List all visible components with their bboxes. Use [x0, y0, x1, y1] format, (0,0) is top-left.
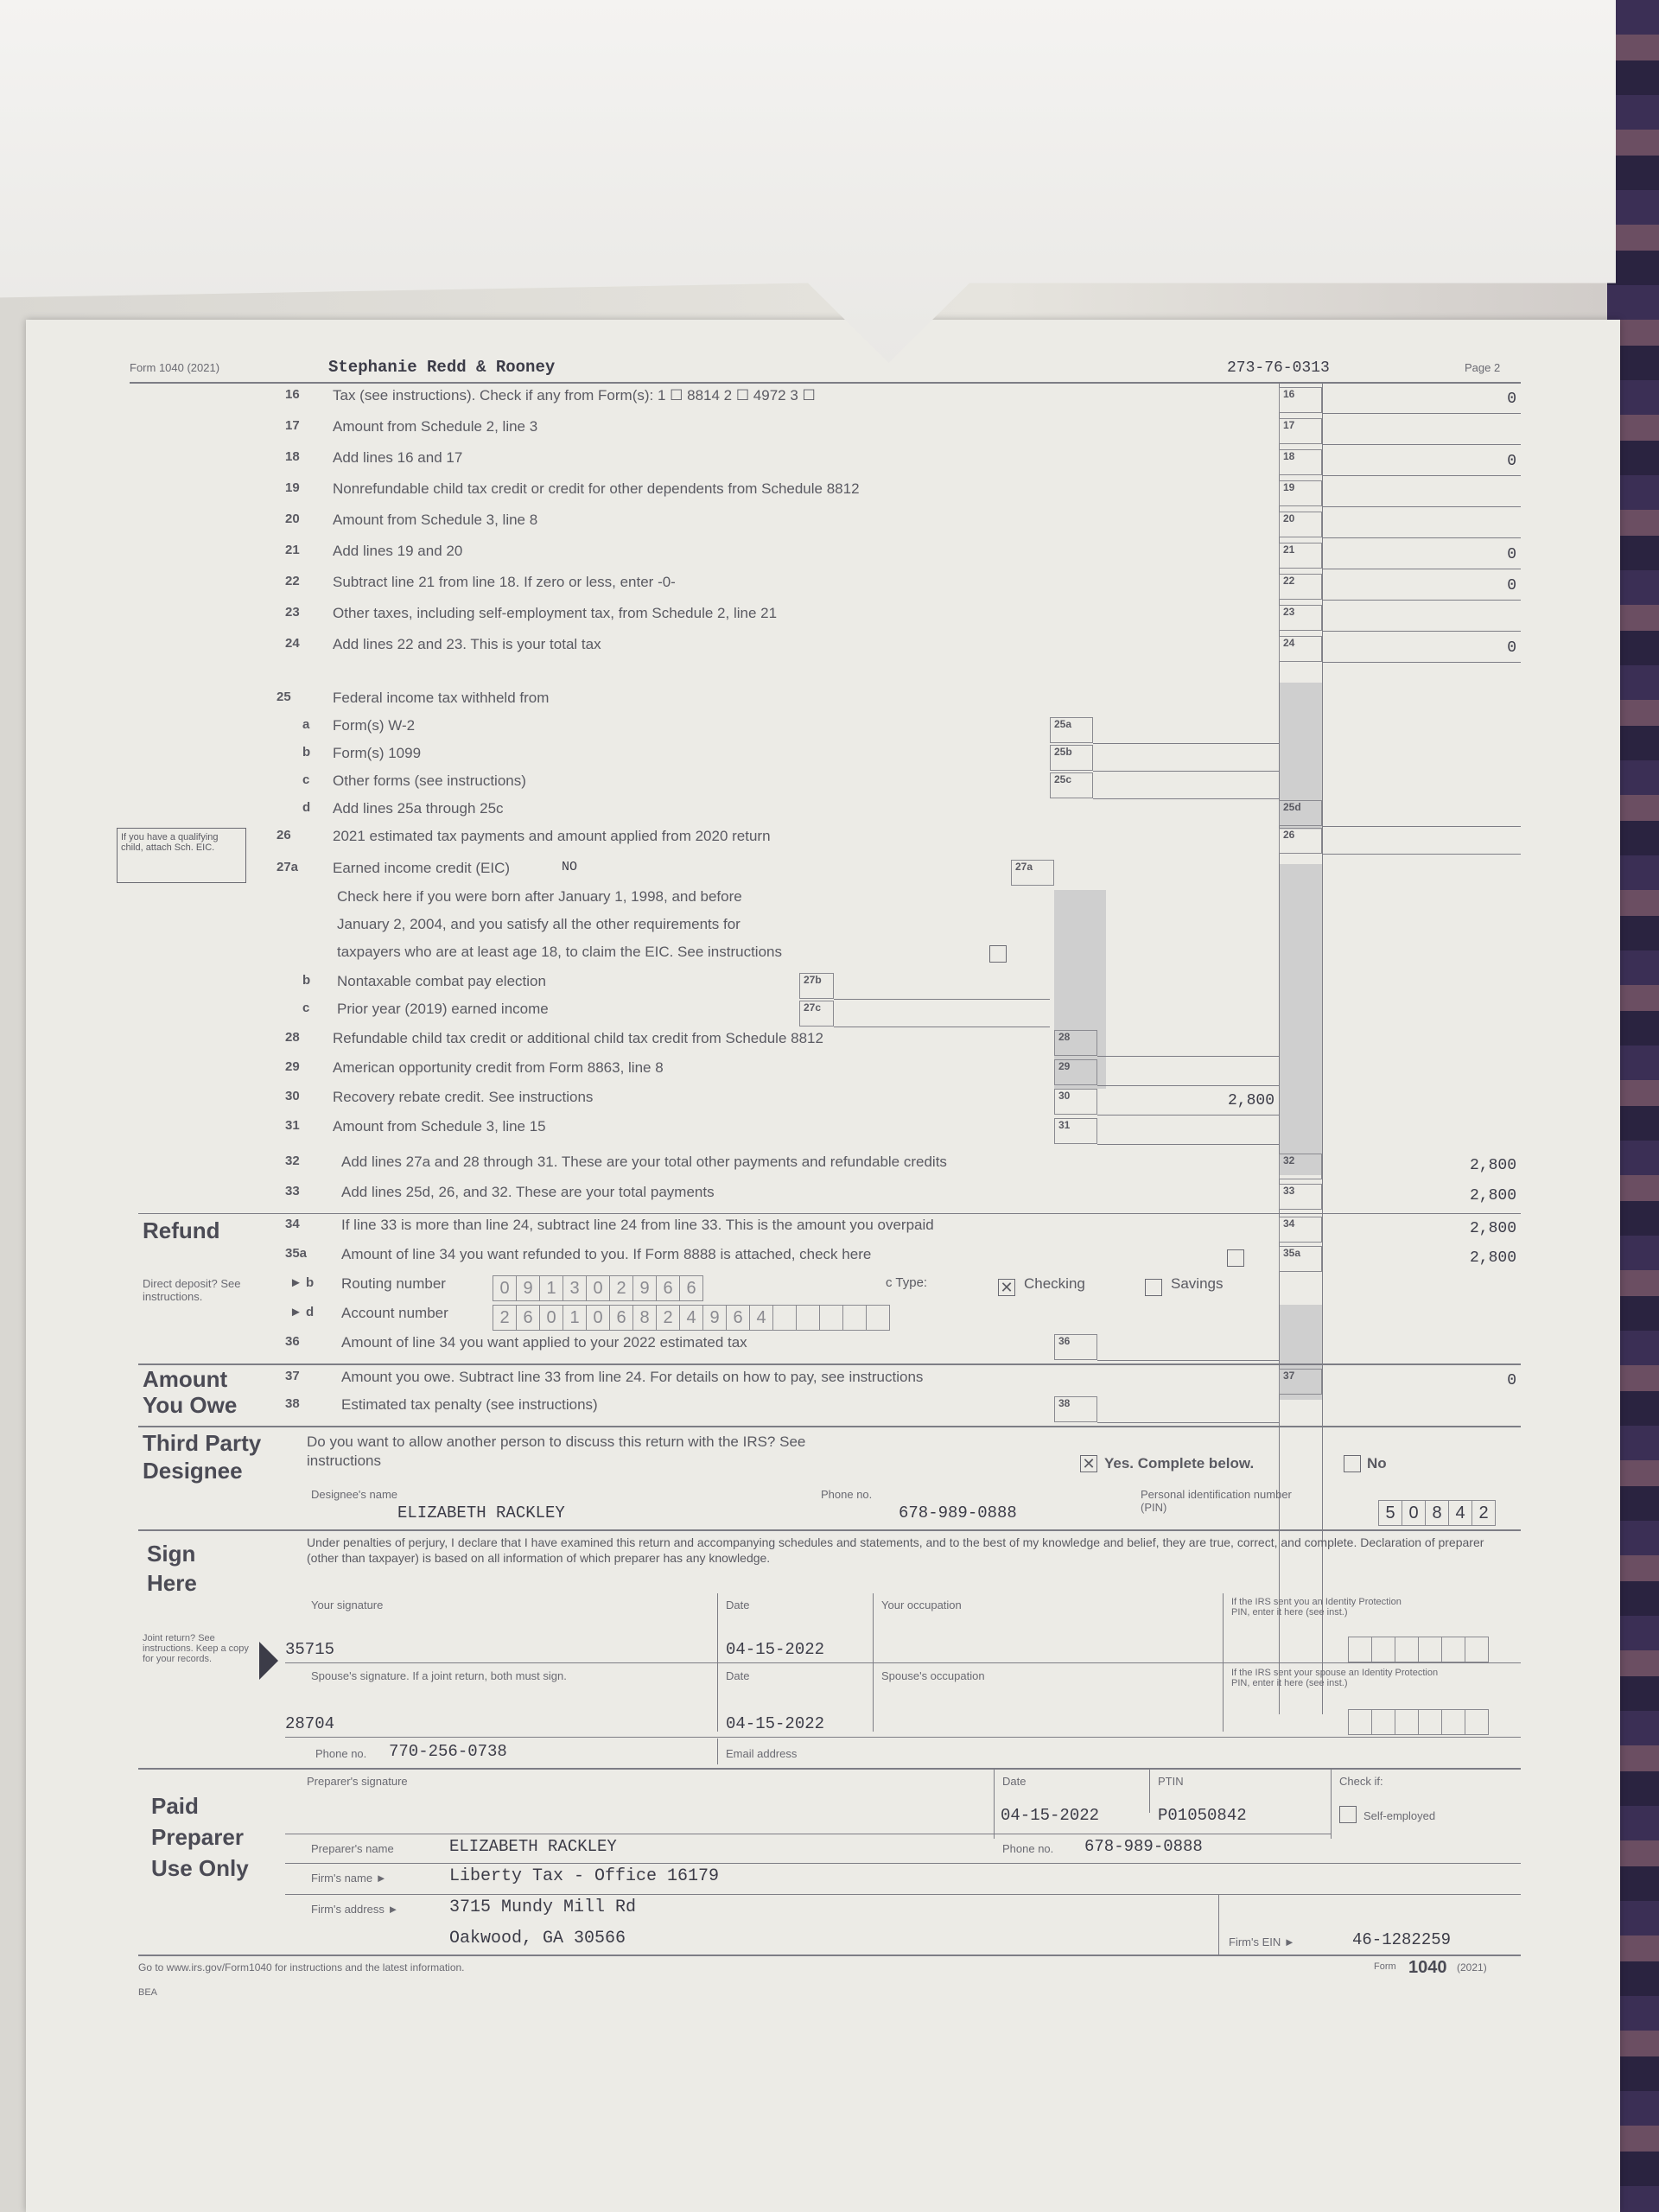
- line-text: Federal income tax withheld from: [333, 690, 550, 706]
- sign-rule: [138, 1529, 1521, 1531]
- checking-checkbox[interactable]: ✕: [998, 1279, 1015, 1296]
- amount-line: [834, 999, 1050, 1000]
- third-party-question: Do you want to allow another person to discuss this return with the IRS? See instructions: [307, 1433, 806, 1469]
- preparer-phone[interactable]: 678-989-0888: [1084, 1837, 1203, 1856]
- amount-line: [1322, 826, 1521, 827]
- digit-cell: [1441, 1637, 1465, 1662]
- spouse-signature-label: Spouse's signature. If a joint return, both must sign.: [311, 1669, 567, 1682]
- line-number: 23: [285, 605, 300, 620]
- box-label: 19: [1279, 480, 1322, 506]
- box-label: 29: [1054, 1059, 1097, 1085]
- routing-row: ► b Routing number 0 9 1 3 0 2 9 6 6 c Type: ✕ Checking Savings: [130, 1275, 1521, 1303]
- preparer-title-2: Preparer: [151, 1824, 244, 1850]
- line-text: 2021 estimated tax payments and amount applied from 2020 return: [333, 828, 771, 844]
- preparer-date-label: Date: [1002, 1775, 1027, 1788]
- email-label: Email address: [726, 1747, 798, 1760]
- digit-cell: 6: [609, 1305, 633, 1331]
- amount[interactable]: 0: [1507, 639, 1516, 657]
- check-text: taxpayers who are at least age 18, to claim the EIC. See instructions: [337, 944, 782, 960]
- digit-cell: 4: [679, 1305, 703, 1331]
- line-number: 33: [285, 1184, 300, 1198]
- amount[interactable]: 0: [1507, 453, 1516, 470]
- digit-cell: [1395, 1637, 1419, 1662]
- box-label: 18: [1279, 449, 1322, 475]
- digit-cell: [1465, 1709, 1489, 1735]
- your-signature-label: Your signature: [311, 1599, 384, 1611]
- sign-bottom-rule: [285, 1737, 1521, 1738]
- line-19: [130, 480, 1521, 508]
- amount[interactable]: 2,800: [1469, 1249, 1516, 1267]
- amount-line: [1322, 506, 1521, 507]
- line-letter: a: [302, 717, 310, 732]
- line-number: 21: [285, 543, 300, 557]
- eic-age-checkbox[interactable]: [989, 945, 1007, 963]
- digit-cell: [866, 1305, 890, 1331]
- joint-return-note: Joint return? See instructions. Keep a copy for your records.: [143, 1633, 249, 1664]
- designee-no-label: No: [1367, 1455, 1387, 1471]
- line-letter: b: [302, 745, 311, 760]
- digit-cell: 0: [539, 1305, 563, 1331]
- digit-cell: [1465, 1637, 1489, 1662]
- firm-address-1[interactable]: 3715 Mundy Mill Rd: [449, 1897, 637, 1917]
- digit-cell: 8: [632, 1305, 657, 1331]
- amount-line: [1097, 1115, 1279, 1116]
- preparer-rule: [138, 1768, 1521, 1770]
- phone-label: Phone no.: [315, 1747, 367, 1760]
- footer-bea: BEA: [138, 1987, 158, 1998]
- third-party-rule: [138, 1426, 1521, 1427]
- footer-note: Go to www.irs.gov/Form1040 for instructions and the latest information.: [138, 1961, 465, 1974]
- digit-cell: 2: [493, 1305, 517, 1331]
- eic-value[interactable]: NO: [562, 860, 578, 874]
- digit-cell: 3: [563, 1275, 587, 1301]
- line-text: Form(s) W-2: [333, 717, 416, 734]
- amount-line: [1322, 600, 1521, 601]
- digit-cell: [1348, 1637, 1372, 1662]
- taxpayer-ssn: 273-76-0313: [1227, 359, 1330, 377]
- box-label: 35a: [1279, 1246, 1322, 1272]
- line-20: [130, 512, 1521, 539]
- preparer-title-1: Paid: [151, 1793, 199, 1819]
- line-number: 26: [276, 828, 291, 842]
- box-label: 28: [1054, 1030, 1097, 1056]
- line-number: 22: [285, 574, 300, 588]
- line-number: 28: [285, 1030, 300, 1045]
- amount-line: [1322, 662, 1521, 663]
- preparer-phone-label: Phone no.: [1002, 1842, 1054, 1855]
- line-number: 19: [285, 480, 300, 495]
- check-text: January 2, 2004, and you satisfy all the other requirements for: [337, 916, 741, 932]
- line-31: [130, 1118, 1521, 1146]
- line-number: 34: [285, 1217, 300, 1231]
- amount-line: [1093, 743, 1279, 744]
- routing-number-field[interactable]: [493, 1275, 702, 1301]
- digit-cell: [1371, 1709, 1395, 1735]
- designee-name-label: Designee's name: [311, 1488, 398, 1501]
- line-number: 24: [285, 636, 300, 651]
- digit-cell: [1371, 1637, 1395, 1662]
- designee-yes-checkbox[interactable]: ✕: [1080, 1455, 1097, 1472]
- preparer-signature-label: Preparer's signature: [307, 1775, 408, 1788]
- prep-rule-2: [285, 1863, 1521, 1864]
- line-25d: [130, 800, 1521, 828]
- self-employed-label: Self-employed: [1363, 1809, 1436, 1822]
- line-25b: [130, 745, 1521, 772]
- line-text: Subtract line 21 from line 18. If zero or less, enter -0-: [333, 574, 676, 590]
- line-text: Prior year (2019) earned income: [337, 1001, 549, 1017]
- ip-pin-label: If the IRS sent you an Identity Protection PIN, enter it here (see inst.): [1231, 1597, 1402, 1618]
- box-label: 26: [1279, 828, 1322, 854]
- designee-name[interactable]: ELIZABETH RACKLEY: [397, 1503, 565, 1522]
- line-30: [130, 1089, 1521, 1116]
- line-23: [130, 605, 1521, 632]
- line-27-check-2: [130, 916, 1521, 944]
- amount-line: [1097, 1360, 1279, 1361]
- firm-name-label: Firm's name ►: [311, 1872, 387, 1885]
- line-26: [130, 828, 1521, 855]
- account-type-label: c Type:: [886, 1275, 928, 1290]
- line-text: Nontaxable combat pay election: [337, 973, 546, 989]
- taxpayer-name: Stephanie Redd & Rooney: [328, 358, 556, 377]
- sign-mid-rule: [285, 1662, 1521, 1663]
- owe-title-2: You Owe: [143, 1392, 238, 1418]
- line-letter: d: [302, 800, 311, 815]
- digit-cell: 2: [656, 1305, 680, 1331]
- box-label: 22: [1279, 574, 1322, 600]
- line-35a: [130, 1246, 1521, 1274]
- line-17: [130, 418, 1521, 446]
- firm-ein-label: Firm's EIN ►: [1229, 1936, 1295, 1948]
- line-18: [130, 449, 1521, 477]
- check-text: Check here if you were born after January 1, 1998, and before: [337, 888, 742, 905]
- line-text: Add lines 16 and 17: [333, 449, 463, 466]
- form-label: Form 1040 (2021): [130, 361, 220, 374]
- form-8888-checkbox[interactable]: [1227, 1249, 1244, 1267]
- digit-cell: 9: [516, 1275, 540, 1301]
- line-25a: [130, 717, 1521, 745]
- eic-side-note: If you have a qualifying child, attach Sch. EIC.: [117, 828, 246, 883]
- amount[interactable]: 0: [1507, 1372, 1516, 1389]
- digit-cell: 1: [563, 1305, 587, 1331]
- box-label: 36: [1054, 1334, 1097, 1360]
- amount[interactable]: 2,800: [1227, 1092, 1274, 1109]
- digit-cell: 0: [1402, 1500, 1426, 1526]
- line-27-check-1: [130, 888, 1521, 916]
- taxpayer-phone[interactable]: 770-256-0738: [389, 1742, 507, 1761]
- date-label: Date: [726, 1599, 750, 1611]
- digit-cell: [772, 1305, 797, 1331]
- line-number: 31: [285, 1118, 300, 1133]
- digit-cell: 6: [516, 1305, 540, 1331]
- amount[interactable]: 2,800: [1469, 1157, 1516, 1174]
- line-text: Nonrefundable child tax credit or credit for other dependents from Schedule 8812: [333, 480, 860, 497]
- line-37: [130, 1369, 1521, 1396]
- routing-label: Routing number: [341, 1275, 446, 1292]
- prep-divider-3: [1331, 1770, 1332, 1839]
- designee-pin-field[interactable]: [1378, 1500, 1495, 1526]
- line-32: [130, 1154, 1521, 1181]
- digit-cell: 4: [1448, 1500, 1472, 1526]
- footer-year: (2021): [1457, 1961, 1487, 1974]
- footer-form-word: Form: [1374, 1961, 1396, 1972]
- owe-title-1: Amount: [143, 1366, 228, 1392]
- digit-cell: [1348, 1709, 1372, 1735]
- line-28: [130, 1030, 1521, 1058]
- line-text: Other forms (see instructions): [333, 772, 526, 789]
- line-number: 35a: [285, 1246, 308, 1261]
- sign-title-1: Sign: [147, 1541, 196, 1567]
- line-27c: c Prior year (2019) earned income 27c: [130, 1001, 1521, 1028]
- digit-cell: 8: [1425, 1500, 1449, 1526]
- phone-divider: [717, 1738, 718, 1764]
- digit-cell: 6: [726, 1305, 750, 1331]
- amount[interactable]: 0: [1507, 391, 1516, 408]
- line-text: Add lines 25a through 25c: [333, 800, 504, 817]
- account-row: ► d Account number 2 6 0 1 0 6 8 2 4 9 6 4: [130, 1305, 1521, 1332]
- amount-line: [1097, 1144, 1279, 1145]
- line-33: [130, 1184, 1521, 1211]
- line-number: 16: [285, 387, 300, 402]
- line-number: 38: [285, 1396, 300, 1411]
- amount-line: [1322, 413, 1521, 414]
- line-text: Tax (see instructions). Check if any from Form(s): 1 ☐ 8814 2 ☐ 4972 3 ☐: [333, 387, 816, 404]
- line-text: Amount from Schedule 3, line 15: [333, 1118, 546, 1135]
- line-text: If line 33 is more than line 24, subtract line 24 from line 33. This is the amount you overpaid: [341, 1217, 934, 1233]
- line-text: Earned income credit (EIC): [333, 860, 511, 876]
- digit-cell: [796, 1305, 820, 1331]
- line-text: American opportunity credit from Form 8863, line 8: [333, 1059, 664, 1076]
- refund-title: Refund: [143, 1217, 220, 1243]
- digit-cell: 0: [586, 1275, 610, 1301]
- prep-rule-3: [285, 1894, 1521, 1895]
- digit-cell: 9: [632, 1275, 657, 1301]
- line-21: [130, 543, 1521, 570]
- prep-divider-1: [994, 1770, 995, 1839]
- line-22: [130, 574, 1521, 601]
- preparer-name[interactable]: ELIZABETH RACKLEY: [449, 1837, 617, 1856]
- perjury-declaration: Under penalties of perjury, I declare that I have examined this return and accompanying schedules and statements, and to the best of my knowledge and belief, they are true, correct, and complete. Declaration of preparer (other than taxpayer) is based on all information of which preparer has any knowledge.: [307, 1535, 1484, 1565]
- line-27b: b Nontaxable combat pay election 27b: [130, 973, 1521, 1001]
- line-number: 27a: [276, 860, 299, 874]
- digit-cell: [1418, 1709, 1442, 1735]
- ip-pin-field[interactable]: [1348, 1637, 1488, 1662]
- box-label: 27a: [1011, 860, 1054, 886]
- firm-address-label: Firm's address ►: [311, 1903, 399, 1916]
- line-text: Other taxes, including self-employment tax, from Schedule 2, line 21: [333, 605, 778, 621]
- account-label: Account number: [341, 1305, 448, 1321]
- designee-phone-label: Phone no.: [821, 1488, 873, 1501]
- amount-line: [1093, 771, 1279, 772]
- digit-cell: 9: [702, 1305, 727, 1331]
- line-number: 29: [285, 1059, 300, 1074]
- digit-cell: 4: [749, 1305, 773, 1331]
- line-38: [130, 1396, 1521, 1424]
- digit-cell: [1441, 1709, 1465, 1735]
- line-29: [130, 1059, 1521, 1087]
- your-signature[interactable]: 35715: [285, 1640, 335, 1659]
- box-label: 27b: [799, 973, 834, 999]
- digit-cell: [1418, 1637, 1442, 1662]
- digit-cell: 0: [586, 1305, 610, 1331]
- digit-cell: 2: [1471, 1500, 1496, 1526]
- line-number: 30: [285, 1089, 300, 1103]
- date-label-2: Date: [726, 1669, 750, 1682]
- digit-cell: 6: [679, 1275, 703, 1301]
- digit-cell: 1: [539, 1275, 563, 1301]
- savings-checkbox[interactable]: [1145, 1279, 1162, 1296]
- amount-line: [1322, 444, 1521, 445]
- amount-line: [1322, 475, 1521, 476]
- savings-label: Savings: [1171, 1275, 1224, 1292]
- amount-line: [1322, 537, 1521, 538]
- footer-form-number: 1040: [1408, 1958, 1447, 1977]
- designee-yes-label: Yes. Complete below.: [1104, 1455, 1255, 1471]
- digit-cell: [1395, 1709, 1419, 1735]
- third-party-title-2: Designee: [143, 1458, 243, 1484]
- line-36: [130, 1334, 1521, 1362]
- amount[interactable]: 2,800: [1469, 1220, 1516, 1237]
- preparer-title-3: Use Only: [151, 1855, 249, 1881]
- designee-phone[interactable]: 678-989-0888: [899, 1503, 1017, 1522]
- box-label: 20: [1279, 512, 1322, 537]
- line-16: [130, 387, 1521, 415]
- line-number: 20: [285, 512, 300, 526]
- line-text: Form(s) 1099: [333, 745, 422, 761]
- form-1040-page-2: [121, 354, 1521, 2031]
- prep-divider-2: [1149, 1770, 1150, 1813]
- line-text: Estimated tax penalty (see instructions): [341, 1396, 598, 1413]
- line-text: Amount of line 34 you want applied to your 2022 estimated tax: [341, 1334, 747, 1351]
- digit-cell: 5: [1378, 1500, 1402, 1526]
- digit-cell: [842, 1305, 867, 1331]
- line-number: 32: [285, 1154, 300, 1168]
- line-text: Add lines 22 and 23. This is your total tax: [333, 636, 601, 652]
- box-label: 37: [1279, 1369, 1322, 1395]
- page-header: [130, 354, 1521, 382]
- ptin-label: PTIN: [1158, 1775, 1184, 1788]
- line-number: 36: [285, 1334, 300, 1349]
- footer-rule: [138, 1955, 1521, 1956]
- box-label: 16: [1279, 387, 1322, 413]
- refund-rule: [138, 1213, 1521, 1214]
- line-25: [130, 690, 1521, 717]
- box-label: 38: [1054, 1396, 1097, 1422]
- ein-divider: [1218, 1894, 1219, 1955]
- your-occupation-label: Your occupation: [881, 1599, 962, 1611]
- designee-no-checkbox[interactable]: [1344, 1455, 1361, 1472]
- box-label: 31: [1054, 1118, 1097, 1144]
- box-label: 25d: [1279, 800, 1322, 826]
- amount-line: [1097, 1056, 1279, 1057]
- firm-name[interactable]: Liberty Tax - Office 16179: [449, 1866, 720, 1886]
- amount[interactable]: 0: [1507, 577, 1516, 594]
- line-letter: c: [302, 772, 310, 787]
- line-34: [130, 1217, 1521, 1244]
- amount[interactable]: 2,800: [1469, 1187, 1516, 1205]
- third-party-title-1: Third Party: [143, 1430, 262, 1456]
- check-if-label: Check if:: [1339, 1775, 1383, 1788]
- preparer-name-label: Preparer's name: [311, 1842, 394, 1855]
- line-text: Add lines 25d, 26, and 32. These are your total payments: [341, 1184, 715, 1200]
- checking-label: Checking: [1024, 1275, 1085, 1292]
- line-text: Amount from Schedule 3, line 8: [333, 512, 538, 528]
- box-label: 21: [1279, 543, 1322, 569]
- line-number: 17: [285, 418, 300, 433]
- line-text: Amount of line 34 you want refunded to you. If Form 8888 is attached, check here: [341, 1246, 872, 1262]
- spouse-occupation-label: Spouse's occupation: [881, 1669, 985, 1682]
- line-24: [130, 636, 1521, 664]
- designee-pin-label: Personal identification number (PIN): [1141, 1488, 1292, 1514]
- digit-cell: 6: [656, 1275, 680, 1301]
- amount-line: [1097, 1085, 1279, 1086]
- amount-line: [1093, 798, 1279, 799]
- amount-line: [1322, 854, 1521, 855]
- line-number: 37: [285, 1369, 300, 1383]
- line-text: Add lines 19 and 20: [333, 543, 463, 559]
- box-label: 24: [1279, 636, 1322, 662]
- firm-address-2[interactable]: Oakwood, GA 30566: [449, 1929, 626, 1948]
- box-label: 33: [1279, 1184, 1322, 1210]
- ptin[interactable]: P01050842: [1158, 1806, 1247, 1825]
- line-number: 25: [276, 690, 291, 704]
- digit-cell: [819, 1305, 843, 1331]
- line-text: Recovery rebate credit. See instructions: [333, 1089, 594, 1105]
- box-label: 23: [1279, 605, 1322, 631]
- box-label: 25c: [1050, 772, 1093, 798]
- spouse-ip-pin-field[interactable]: [1348, 1709, 1488, 1735]
- amount-line: [1097, 1422, 1279, 1423]
- box-label: 25a: [1050, 717, 1093, 743]
- box-label: 30: [1054, 1089, 1097, 1115]
- line-text: Add lines 27a and 28 through 31. These are your total other payments and refundable credits: [341, 1154, 947, 1170]
- box-label: 32: [1279, 1154, 1322, 1179]
- box-label: 27c: [799, 1001, 834, 1027]
- line-number: 18: [285, 449, 300, 464]
- box-label: 17: [1279, 418, 1322, 444]
- preparer-date[interactable]: 04-15-2022: [1001, 1806, 1100, 1825]
- spouse-signature[interactable]: 28704: [285, 1714, 335, 1733]
- page-number: Page 2: [1465, 361, 1501, 374]
- spouse-ip-pin-label: If the IRS sent your spouse an Identity Protection PIN, enter it here (see inst.): [1231, 1668, 1439, 1688]
- line-text: Refundable child tax credit or additional child tax credit from Schedule 8812: [333, 1030, 823, 1046]
- line-27a: [130, 860, 1521, 887]
- spouse-sign-date[interactable]: 04-15-2022: [726, 1714, 825, 1733]
- line-25c: [130, 772, 1521, 800]
- firm-ein[interactable]: 46-1282259: [1352, 1930, 1452, 1949]
- owe-rule: [138, 1363, 1521, 1365]
- direct-deposit-note: Direct deposit? See instructions.: [143, 1277, 241, 1303]
- line-text: Amount you owe. Subtract line 33 from line 24. For details on how to pay, see instructions: [341, 1369, 924, 1385]
- line-27-check-3: [130, 944, 1521, 971]
- box-label: 34: [1279, 1217, 1322, 1243]
- amount-line: [1322, 631, 1521, 632]
- your-sign-date[interactable]: 04-15-2022: [726, 1640, 825, 1659]
- amount[interactable]: 0: [1507, 546, 1516, 563]
- arrow-icon: [259, 1642, 278, 1680]
- digit-cell: 0: [493, 1275, 517, 1301]
- account-number-field[interactable]: [493, 1305, 889, 1331]
- digit-cell: 2: [609, 1275, 633, 1301]
- sign-title-2: Here: [147, 1570, 197, 1596]
- header-rule: [130, 382, 1521, 384]
- box-label: 25b: [1050, 745, 1093, 771]
- line-text: Amount from Schedule 2, line 3: [333, 418, 538, 435]
- self-employed-checkbox[interactable]: [1339, 1806, 1357, 1823]
